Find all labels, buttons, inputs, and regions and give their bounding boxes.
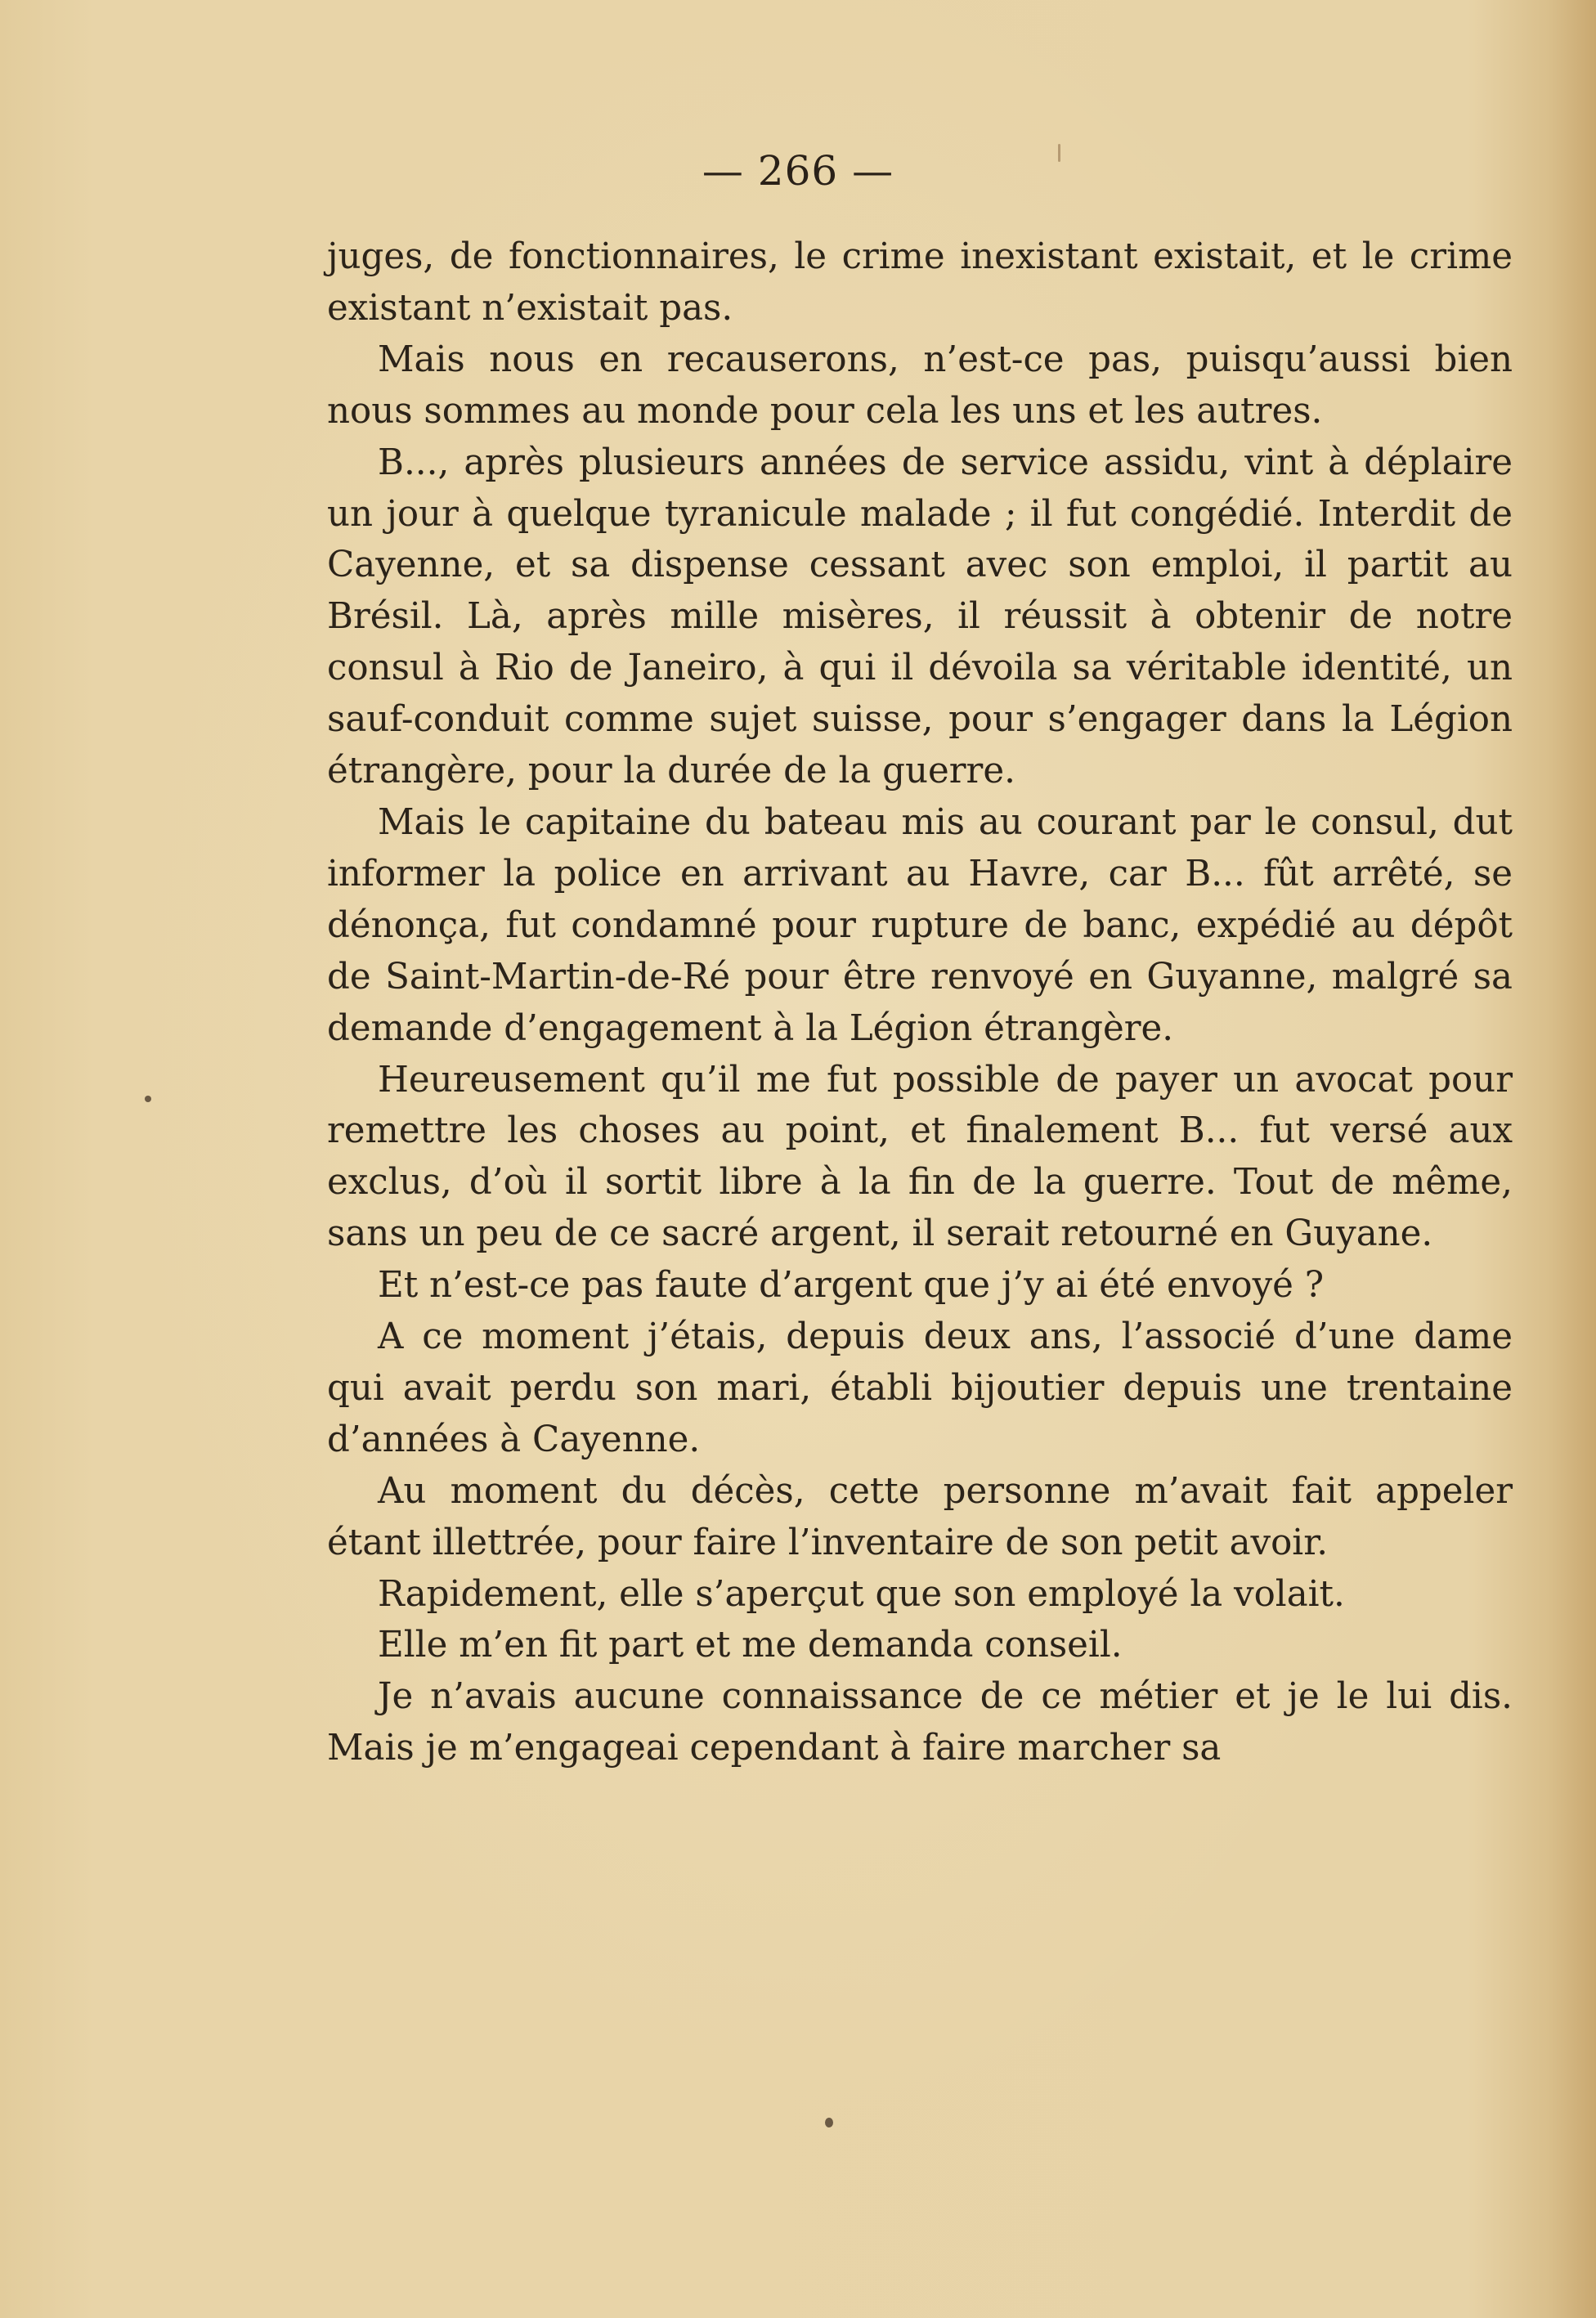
paragraph: Mais le capitaine du bateau mis au courant par le consul, dut informer la police en arrivant au Havre, car B... fût arrêté, se dénonça, fut condamné pour rupture de banc, expédié au dépôt de Saint-Martin-de-Ré pour être renvoyé en Guyanne, malgré sa demande d’engagement à la Légion étrangère. xyxy=(327,801,1513,1049)
paragraph: Et n’est-ce pas faute d’argent que j’y ai été envoyé ? xyxy=(378,1265,1325,1307)
paragraph: Elle m’en fit part et me demanda conseil. xyxy=(378,1625,1123,1666)
paragraph: Heureusement qu’il me fut possible de payer un avocat pour remettre les choses au point, et finalement B... fut versé aux exclus, d’où il sortit libre à la fin de la guerre. Tout de même, sans un peu de ce sacré argent, il serait retourné en Guyane. xyxy=(327,1059,1513,1255)
paragraph: Mais nous en recauserons, n’est-ce pas, puisqu’aussi bien nous sommes au monde pour cela les uns et les autres. xyxy=(327,339,1513,432)
body-text xyxy=(327,231,1513,1774)
paragraph: Au moment du décès, cette personne m’avait fait appeler étant illettrée, pour faire l’inventaire de son petit avoir. xyxy=(327,1470,1513,1563)
paper-speck xyxy=(1058,144,1060,162)
paragraph: Je n’avais aucune connaissance de ce métier et je le lui dis. Mais je m’engageai cependant à faire marcher sa xyxy=(327,1676,1513,1769)
paragraph: Rapidement, elle s’aperçut que son employé la volait. xyxy=(378,1573,1345,1615)
page-number: — 266 — xyxy=(702,147,894,195)
paragraph: B..., après plusieurs années de service assidu, vint à déplaire un jour à quelque tyranicule malade ; il fut congédié. Interdit de Cayenne, et sa dispense cessant avec son emploi, il partit au Brésil. Là, après mille misères, il réussit à obtenir de notre consul à Rio de Janeiro, à qui il dévoila sa véritable identité, un sauf-conduit comme sujet suisse, pour s’engager dans la Légion étrangère, pour la durée de la guerre. xyxy=(327,442,1513,792)
paper-speck xyxy=(825,2118,833,2127)
paragraph-continued: juges, de fonctionnaires, le crime inexistant existait, et le crime existant n’existait pas. xyxy=(327,236,1513,329)
paper-speck xyxy=(145,1096,151,1102)
paragraph: A ce moment j’étais, depuis deux ans, l’associé d’une dame qui avait perdu son mari, établi bijoutier depuis une trentaine d’années à Cayenne. xyxy=(327,1316,1513,1460)
